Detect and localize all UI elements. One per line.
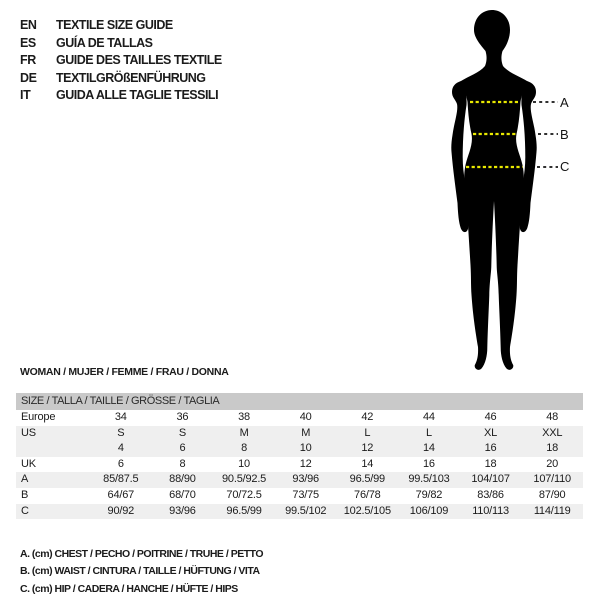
size-cell: 104/107 bbox=[471, 473, 510, 486]
size-table-row bbox=[16, 457, 583, 473]
size-row-label: B bbox=[21, 488, 29, 501]
size-cell: 6 bbox=[117, 457, 124, 470]
language-code: IT bbox=[20, 88, 31, 102]
language-title: TEXTILGRÖßENFÜHRUNG bbox=[56, 70, 206, 85]
size-cell: 46 bbox=[484, 411, 497, 423]
size-cell: 38 bbox=[238, 411, 250, 423]
size-cell: S bbox=[178, 426, 186, 439]
size-cell: 34 bbox=[114, 411, 127, 423]
size-table-row bbox=[16, 426, 583, 442]
section-title-woman: WOMAN / MUJER / FEMME / FRAU / DONNA bbox=[20, 366, 229, 378]
size-cell: 10 bbox=[238, 457, 250, 470]
size-table-row bbox=[16, 410, 583, 426]
size-row-label: A bbox=[21, 473, 29, 486]
size-cell: 14 bbox=[423, 442, 435, 455]
size-table-row bbox=[16, 488, 583, 504]
size-cell: 18 bbox=[484, 457, 497, 470]
size-cell: 68/70 bbox=[169, 488, 196, 501]
size-cell: 44 bbox=[423, 411, 435, 423]
size-cell: 83/86 bbox=[477, 488, 504, 501]
size-table-row bbox=[16, 504, 583, 520]
language-code: ES bbox=[20, 35, 36, 50]
size-cell: 73/75 bbox=[292, 488, 319, 501]
language-code: FR bbox=[20, 53, 36, 67]
measurement-legend bbox=[20, 546, 263, 598]
size-cell: L bbox=[364, 426, 371, 439]
size-cell: 93/96 bbox=[292, 473, 319, 486]
size-table-row bbox=[16, 472, 583, 488]
size-cell: 96.5/99 bbox=[349, 473, 385, 486]
size-table bbox=[16, 393, 583, 519]
size-cell: 90/92 bbox=[107, 504, 135, 517]
size-cell: 114/119 bbox=[533, 504, 571, 517]
language-title: GUÍA DE TALLAS bbox=[56, 35, 153, 50]
size-cell: 87/90 bbox=[538, 488, 566, 501]
size-table-row bbox=[16, 441, 583, 457]
language-title: GUIDA ALLE TAGLIE TESSILI bbox=[56, 88, 219, 102]
size-cell: 107/110 bbox=[533, 473, 571, 486]
figure-area bbox=[425, 5, 600, 375]
size-cell: S bbox=[117, 426, 125, 439]
size-cell: 76/78 bbox=[354, 488, 381, 501]
size-cell: 106/109 bbox=[409, 504, 449, 517]
legend-row: A. (cm) CHEST / PECHO / POITRINE / TRUHE / PETTO bbox=[20, 548, 264, 560]
language-list bbox=[20, 17, 222, 105]
size-table-header: SIZE / TALLA / TAILLE / GRÖSSE / TAGLIA bbox=[16, 393, 583, 410]
size-cell: 10 bbox=[299, 442, 312, 455]
size-cell: L bbox=[425, 426, 432, 439]
language-row bbox=[20, 52, 222, 70]
size-row-label: UK bbox=[21, 457, 36, 470]
size-cell: 18 bbox=[546, 442, 559, 455]
size-cell: 4 bbox=[117, 442, 124, 455]
size-cell: XL bbox=[484, 426, 498, 439]
size-cell: 42 bbox=[361, 411, 374, 423]
language-row bbox=[20, 70, 222, 88]
legend-row: B. (cm) WAIST / CINTURA / TAILLE / HÜFTUNG / VITA bbox=[20, 565, 260, 578]
size-cell: 99.5/102 bbox=[285, 504, 327, 517]
language-code: DE bbox=[20, 70, 37, 85]
language-row bbox=[20, 17, 222, 35]
size-table-body bbox=[16, 410, 583, 519]
size-cell: 8 bbox=[179, 457, 186, 470]
size-cell: M bbox=[301, 426, 311, 439]
language-title: TEXTILE SIZE GUIDE bbox=[56, 18, 173, 32]
size-cell: 8 bbox=[241, 442, 248, 455]
size-cell: 6 bbox=[179, 442, 186, 455]
size-cell: 102.5/105 bbox=[343, 504, 391, 517]
language-code: EN bbox=[20, 18, 37, 32]
size-cell: 96.5/99 bbox=[226, 504, 262, 517]
size-cell: 70/72.5 bbox=[226, 488, 262, 501]
size-cell: 110/113 bbox=[472, 504, 509, 517]
size-cell: 14 bbox=[361, 457, 374, 470]
size-cell: 90.5/92.5 bbox=[222, 473, 267, 486]
measure-label-b: B bbox=[560, 127, 569, 142]
woman-silhouette-left-arm bbox=[451, 81, 468, 232]
legend-row: C. (cm) HIP / CADERA / HANCHE / HÜFTE / HIPS bbox=[20, 582, 238, 595]
measure-label-a: A bbox=[560, 95, 569, 110]
size-cell: 40 bbox=[299, 411, 312, 423]
size-cell: 93/96 bbox=[169, 504, 196, 517]
size-cell: 64/67 bbox=[107, 488, 135, 501]
size-row-label: C bbox=[21, 504, 29, 517]
size-row-label bbox=[16, 441, 90, 457]
size-row-label: US bbox=[21, 426, 36, 439]
woman-silhouette-body bbox=[459, 10, 529, 370]
woman-silhouette-figure bbox=[425, 5, 600, 375]
language-row bbox=[20, 35, 222, 53]
size-cell: 99.5/103 bbox=[408, 473, 450, 486]
language-title: GUIDE DES TAILLES TEXTILE bbox=[56, 53, 222, 67]
size-cell: 88/90 bbox=[169, 473, 196, 486]
size-cell: 12 bbox=[299, 457, 312, 470]
woman-silhouette-right-arm bbox=[520, 81, 537, 232]
size-cell: 36 bbox=[176, 411, 189, 423]
size-cell: 79/82 bbox=[415, 488, 443, 501]
size-row-label: Europe bbox=[21, 411, 56, 423]
size-cell: 16 bbox=[484, 442, 497, 455]
measure-label-c: C bbox=[560, 159, 570, 174]
size-cell: 48 bbox=[546, 411, 559, 423]
size-cell: 85/87.5 bbox=[103, 473, 139, 486]
size-cell: 16 bbox=[423, 457, 435, 470]
size-cell: 12 bbox=[361, 442, 374, 455]
language-row bbox=[20, 87, 222, 105]
size-cell: M bbox=[239, 426, 249, 439]
size-cell: 20 bbox=[546, 457, 559, 470]
size-cell: XXL bbox=[542, 426, 563, 439]
